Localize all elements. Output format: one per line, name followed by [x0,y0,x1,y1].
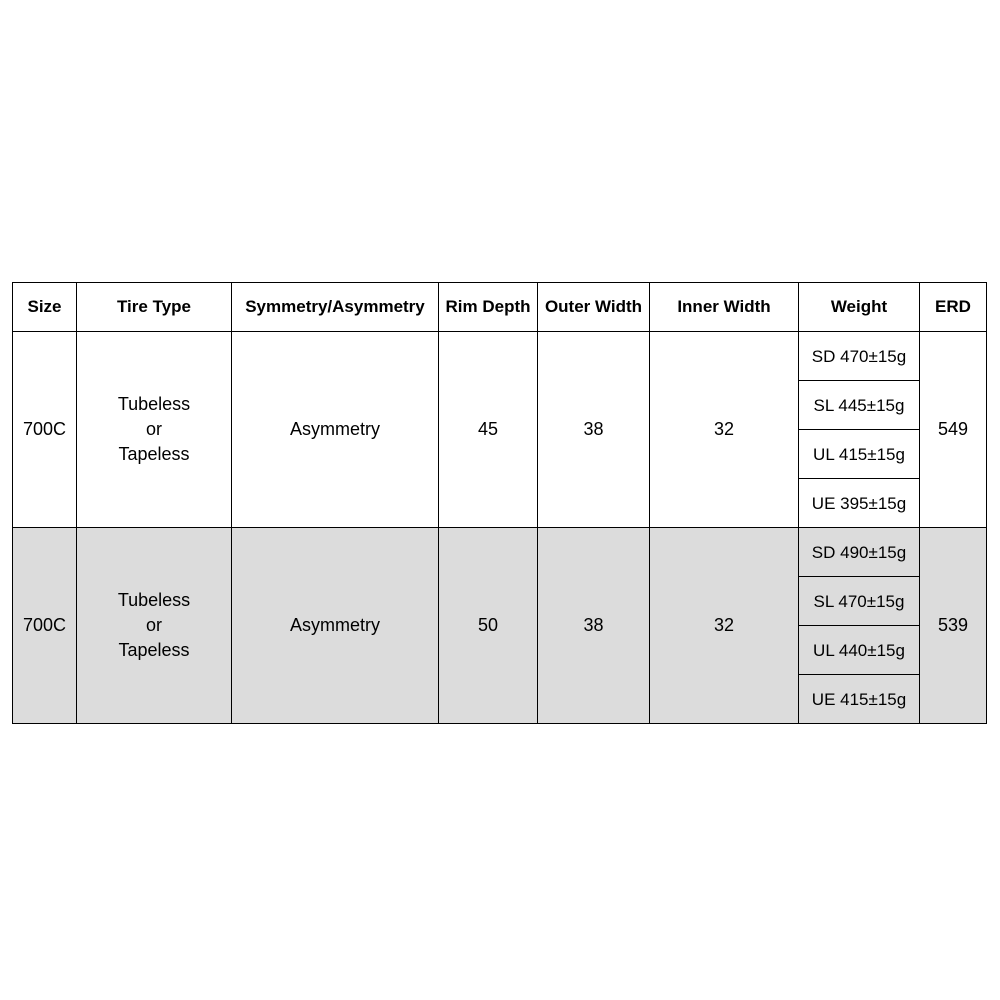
header-outer-width: Outer Width [538,283,650,332]
cell-outer-width: 38 [538,332,650,528]
cell-tire-type [77,528,232,724]
tire-type-line: Tapeless [118,640,190,660]
cell-erd: 549 [920,332,987,528]
header-row [13,283,987,332]
cell-weight: SL 445±15g [799,381,920,430]
tire-type-line: or [145,615,162,635]
cell-weight: UE 395±15g [799,479,920,528]
cell-inner-width: 32 [650,528,799,724]
header-symmetry: Symmetry/Asymmetry [232,283,439,332]
tire-type-line: Tubeless [117,394,191,414]
spec-table [12,282,987,724]
table-row [13,528,987,577]
cell-inner-width: 32 [650,332,799,528]
cell-size: 700C [13,528,77,724]
cell-outer-width: 38 [538,528,650,724]
cell-tire-type [77,332,232,528]
cell-size: 700C [13,332,77,528]
header-tire-type: Tire Type [77,283,232,332]
header-erd: ERD [920,283,987,332]
header-rim-depth: Rim Depth [439,283,538,332]
cell-weight: UL 440±15g [799,626,920,675]
cell-weight: SD 490±15g [799,528,920,577]
header-weight: Weight [799,283,920,332]
header-size: Size [13,283,77,332]
tire-type-line: Tapeless [118,444,190,464]
cell-erd: 539 [920,528,987,724]
cell-symmetry: Asymmetry [232,528,439,724]
table-row [13,332,987,381]
tire-type-line: Tubeless [117,590,191,610]
cell-rim-depth: 45 [439,332,538,528]
cell-weight: UL 415±15g [799,430,920,479]
tire-type-line: or [145,419,162,439]
cell-weight: UE 415±15g [799,675,920,724]
cell-weight: SD 470±15g [799,332,920,381]
header-inner-width: Inner Width [650,283,799,332]
cell-rim-depth: 50 [439,528,538,724]
cell-weight: SL 470±15g [799,577,920,626]
cell-symmetry: Asymmetry [232,332,439,528]
